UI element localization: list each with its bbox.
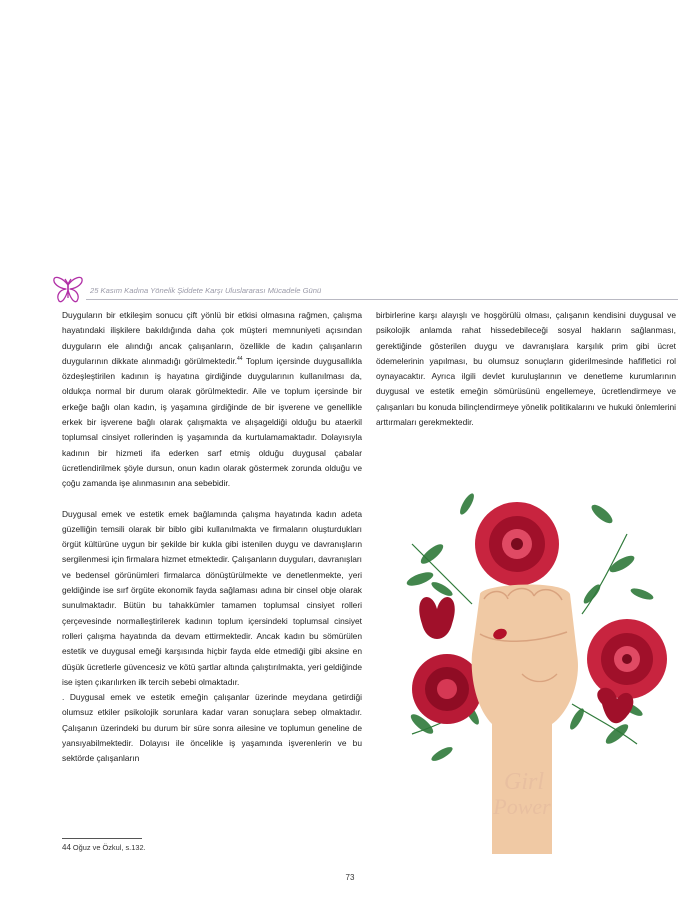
butterfly-icon: [52, 276, 84, 304]
left-text-column: [62, 308, 362, 767]
header-title: 25 Kasım Kadına Yönelik Şiddete Karşı Uluslararası Mücadele Günü: [90, 286, 322, 295]
body-paragraph-1: Duyguların bir etkileşim sonucu çift yönlü bir etkisi olmasına rağmen, çalışma hayatındaki ilişkilere bakıldığında daha çok müşteri memnuniyeti açısından duyguların ele alındığı ancak çalışanların, özellikle de kadın çalışanların duygularının dikkate alınmadığı görülmektedir.$^{44}$ Toplum içersinde duygusallıkla özdeşleştirilen kadının iş hayatına girdiğinde duygularının kullanılması da, oldukça normal bir durum olarak görülmektedir. Aile ve toplum içersinde bir erkeğe bağlı olan kadın, iş yaşamına girdiğinde de bir işverene ve genellikle erkek bir işverene bağlı olarak çalışmakta ve alışageldiği olduğu bu ataerkil toplumsal cinsiyet rollerinden iş yaşamında da kurtulamamaktadır. Dolayısıyla kadının bir hizmeti ifa ederken sarf etmiş olduğu duygusal çabalar ücretlendirilmek şöyle dursun, onun kadın olarak göstermek zorunda olduğu ve çoğu zamanda işe alınmasının ana sebebidir.: [62, 310, 362, 489]
wrist-text-girl: Girl: [503, 769, 545, 795]
header-band: [52, 276, 678, 302]
body-paragraph-4: birbirlerine karşı alayışlı ve hoşgörülü olması, çalışanın kendisini duygusal ve psikolojik anlamda rahat hissedebileceği sosyal hakların sağlanması, gerektiğinde gösterilen duygu ve davranışlara karşılık prim gibi ücret ödemelerinin yapılması, bu olumsuz sonuçların giderilmesinde hafifletici rol oynayacaktır. Ayrıca ilgili devlet kuruluşlarının ve denetleme kurumlarının duygusal ve estetik emeğin sömürüsünü engellemeye, ücretlendirmeye ve çalışanları bu konuda bilinçlendirmeye yönelik politikalarını ve hukuki önlemlerini arttırmaları gerekmektedir.: [376, 310, 676, 428]
raised-fist-with-roses-icon: [372, 484, 678, 854]
wrist-text-power: Power: [493, 794, 551, 819]
footnote-number: 44: [62, 843, 71, 852]
footnote-reference[interactable]: 44: [237, 356, 243, 363]
footnote-text: Oğuz ve Özkul, s.132.: [72, 843, 146, 852]
header-divider: [86, 299, 678, 300]
body-paragraph-3: . Duygusal emek ve estetik emeğin çalışanlar üzerinde meydana getirdiği olumsuz etkiler psikolojik sorunlara kadar varan sonuçlara sebep olmaktadır. Çalışanın üzerindeki bu durum bir süre sonra ailesine ve toplumun geneline de yansıyabilmektedir. Dolayısı ile öncelikle iş yaşamında işverenlerin ve bu sektörde çalışanların: [62, 692, 362, 764]
body-paragraph-2: Duygusal emek ve estetik emek bağlamında çalışma hayatında kadın adeta güzelliğin temsili olarak bir biblo gibi kullanılmakta ve firmaların oluşturdukları örgüt kültürüne uygun bir şekilde bir kukla gibi istenilen duygu ve davranışların sergilenmesi için firmalara hizmet etmektedir. Çalışanların duyguları, davranışları ve bedensel görünümleri firmalarca dönüştürülmekte ve denetlenmekte, yeri geldiğinde ise sırf örgüte ekonomik fayda sağlaması adına bir cinsel obje olarak sunulmaktadır. Bütün bu tahakkümler tamamen toplumsal cinsiyet rolleri çerçevesinde normalleştirilerek kadının toplum içersindeki toplumsal cinsiyet rolleri çalışma hayatında da devam ettirmektedir. Ancak kadın bu sömürülen estetik ve duygusal emeği karşısında hiçbir fayda elde etmediği gibi aksine en düşük ücretlerle güvencesiz ve kötü şartlar altında çalıştırılmakta, yeri geldiğinde ise işten çıkarılırken ilk tercih sebebi olmaktadır.: [62, 508, 362, 687]
footnote-divider: [62, 838, 142, 839]
page-number: 73: [345, 873, 355, 882]
footnote: [62, 843, 146, 852]
right-text-column: [376, 308, 676, 430]
